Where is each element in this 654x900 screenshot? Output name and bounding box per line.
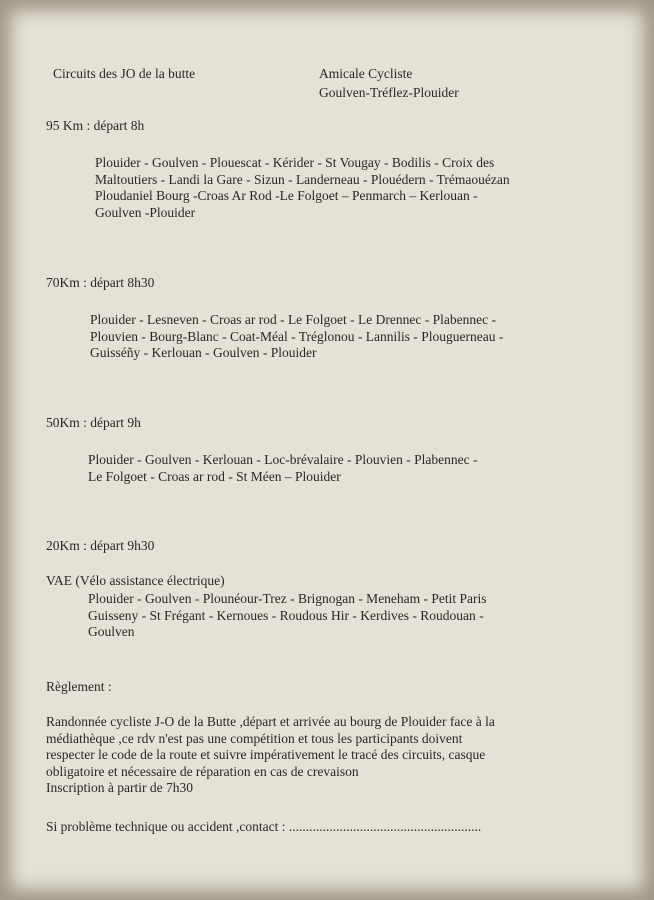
- rules-line: obligatoire et nécessaire de réparation en cas de crevaison: [46, 763, 359, 779]
- route-line: Goulven -Plouider: [95, 204, 196, 220]
- route-line: Plouider - Lesneven - Croas ar rod - Le Folgoet - Le Drennec - Plabennec -: [90, 312, 496, 327]
- circuit-95-heading: 95 Km : départ 8h: [46, 118, 145, 133]
- circuit-95-route: [95, 155, 510, 221]
- circuit-70-heading: 70Km : départ 8h30: [46, 275, 155, 290]
- route-line: Maltoutiers - Landi la Gare - Sizun - Landerneau - Plouédern - Trémaouézan: [95, 171, 510, 187]
- rules-paragraph: [46, 714, 495, 797]
- rules-line: médiathèque ,ce rdv n'est pas une compétition et tous les participants doivent: [46, 730, 463, 746]
- route-line: Le Folgoet - Croas ar rod - St Méen – Plouider: [88, 468, 341, 484]
- vae-heading: VAE (Vélo assistance électrique): [46, 573, 225, 588]
- contact-line: Si problème technique ou accident ,contact : .........................................................: [46, 819, 482, 834]
- route-line: Plouider - Goulven - Kerlouan - Loc-brévalaire - Plouvien - Plabennec -: [88, 452, 478, 467]
- rules-line: Randonnée cycliste J-O de la Butte ,départ et arrivée au bourg de Plouider face à la: [46, 714, 495, 729]
- route-line: Guisséñy - Kerlouan - Goulven - Plouider: [90, 345, 317, 360]
- route-line: Guisseny - St Frégant - Kernoues - Roudous Hir - Kerdives - Roudouan -: [88, 607, 484, 623]
- rules-line: respecter le code de la route et suivre impérativement le tracé des circuits, casque: [46, 747, 486, 762]
- registration-line: Inscription à partir de 7h30: [46, 780, 193, 795]
- rules-heading: Règlement :: [46, 679, 112, 694]
- route-line: Ploudaniel Bourg -Croas Ar Rod -Le Folgoet – Penmarch – Kerlouan -: [95, 188, 478, 203]
- circuit-50-heading: 50Km : départ 9h: [46, 415, 141, 430]
- circuit-50-route: [88, 452, 478, 485]
- club-name: Amicale Cycliste: [319, 66, 413, 81]
- route-line: Goulven: [88, 624, 135, 639]
- club-towns: Goulven-Tréflez-Plouider: [319, 85, 459, 100]
- circuit-70-route: [90, 312, 503, 362]
- vae-route: [88, 591, 487, 641]
- route-line: Plouvien - Bourg-Blanc - Coat-Méal - Tréglonou - Lannilis - Plouguerneau -: [90, 328, 504, 344]
- document-title: Circuits des JO de la butte: [53, 66, 196, 81]
- route-line: Plouider - Goulven - Plouescat - Kérider - St Vougay - Bodilis - Croix des: [95, 155, 495, 170]
- circuit-20-heading: 20Km : départ 9h30: [46, 538, 155, 553]
- route-line: Plouider - Goulven - Plounéour-Trez - Brignogan - Meneham - Petit Paris: [88, 591, 487, 606]
